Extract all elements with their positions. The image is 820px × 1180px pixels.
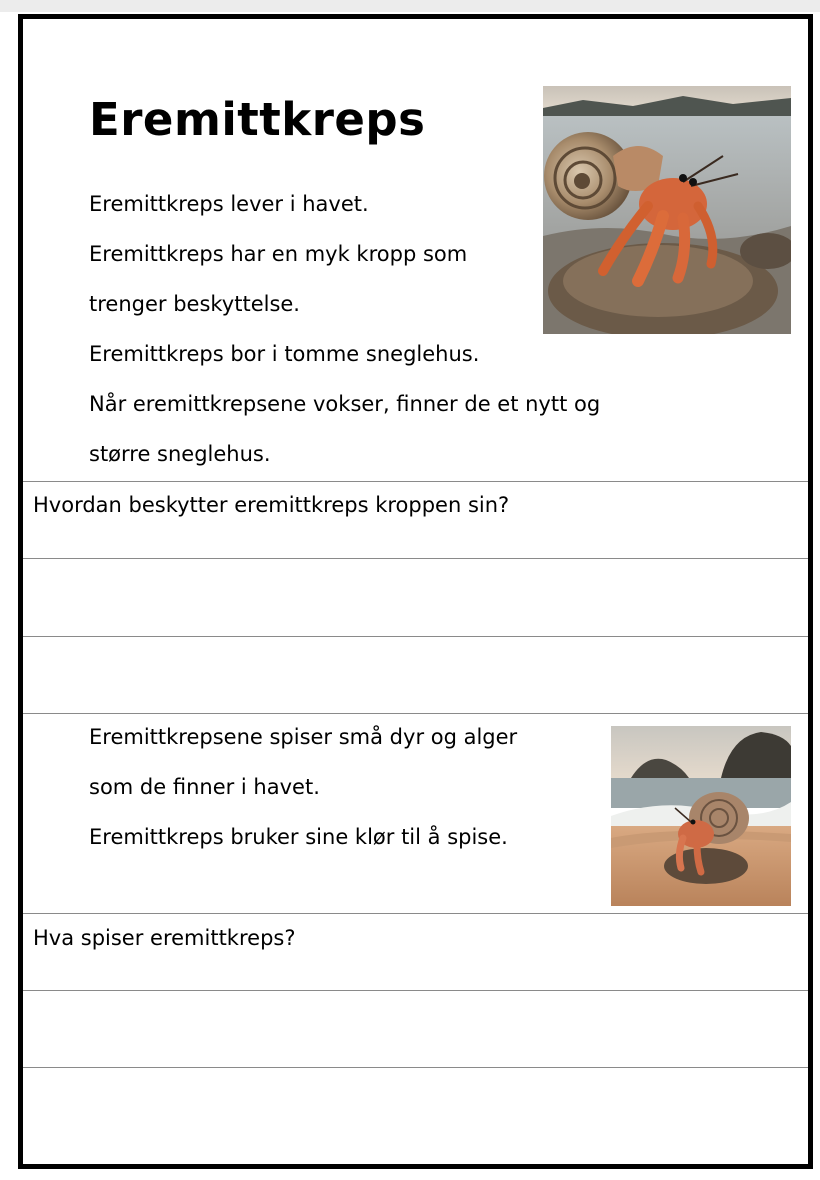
- divider: [23, 481, 808, 482]
- text-line: Eremittkreps bor i tomme sneglehus.: [89, 342, 480, 366]
- divider: [23, 713, 808, 714]
- worksheet-frame: [18, 14, 813, 1169]
- hermit-crab-on-rock-photo: [543, 86, 791, 334]
- question-1: Hvordan beskytter eremittkreps kroppen sin?: [33, 493, 510, 517]
- text-line: Eremittkreps har en myk kropp som: [89, 242, 468, 266]
- worksheet-title: Eremittkreps: [89, 93, 426, 146]
- text-line: Eremittkrepsene spiser små dyr og alger: [89, 725, 518, 749]
- text-line: Eremittkreps lever i havet.: [89, 192, 369, 216]
- text-line: trenger beskyttelse.: [89, 292, 300, 316]
- answer-line: [23, 558, 808, 559]
- question-2: Hva spiser eremittkreps?: [33, 926, 296, 950]
- divider: [23, 913, 808, 914]
- hermit-crab-on-beach-photo: [611, 726, 791, 906]
- answer-line: [23, 1067, 808, 1068]
- hermit-crab-photo-icon: [543, 86, 791, 334]
- text-line: Eremittkreps bruker sine klør til å spise.: [89, 825, 508, 849]
- page-top-strip: [0, 0, 820, 12]
- answer-line: [23, 636, 808, 637]
- hermit-crab-beach-icon: [611, 726, 791, 906]
- text-line: som de finner i havet.: [89, 775, 320, 799]
- text-line: Når eremittkrepsene vokser, finner de et nytt og: [89, 392, 601, 416]
- answer-line: [23, 990, 808, 991]
- text-line: større sneglehus.: [89, 442, 271, 466]
